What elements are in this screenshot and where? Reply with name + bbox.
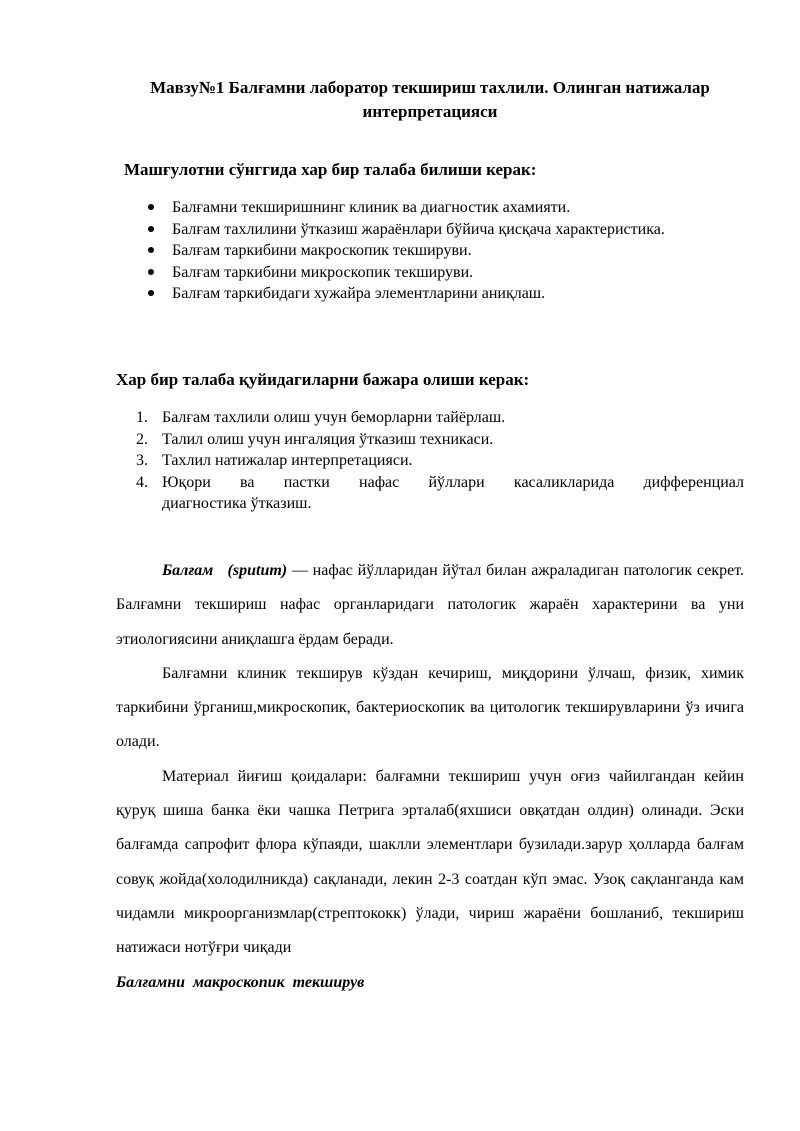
list-item-text: Балғам таркибини микроскопик текшируви. — [172, 263, 474, 281]
bullet-icon — [148, 204, 154, 210]
list-item — [172, 219, 712, 241]
list-number: 2. — [136, 430, 148, 448]
list-item-text: Балғам таркибини макроскопик текшируви. — [172, 242, 472, 259]
list-item — [172, 283, 712, 305]
list-item — [172, 240, 712, 262]
list-number: 1. — [136, 409, 148, 426]
bullet-icon — [148, 290, 154, 296]
paragraph-collection-rules: Материал йиғиш қоидалари: балғамни текшириш учун оғиз чайилгандан кейин қуруқ шиша банка ёки чашка Петрига эрталаб(яхшиси овқатдан олдин) олинади. Эски балғамда сапрофит флора кўпаяди, шаклли элементлари бузилади.зарур ҳолларда балғам совуқ жойда(холодилникда) сақланади, лекин 2-3 соатдан кўп эмас. Узоқ сақланганда кам чидамли микроорганизмлар(стрептококк) ўлади, чириш жараёни бошланиб, текшириш натижаси нотўғри чиқади — [116, 767, 744, 957]
term-latin: (sputum) — [227, 562, 288, 579]
list-item-text: Юқори ва пастки нафас йўллари касаликларида дифференциал — [162, 473, 744, 491]
list-item-text: Тахлил натижалар интерпретацияси. — [162, 452, 413, 469]
objectives-heading: Машғулотни сўнггида хар бир талаба билиши керак: — [124, 160, 537, 179]
list-item — [136, 407, 744, 429]
list-item-text: Балғам тахлили олиш учун беморларни тайёрлаш. — [162, 409, 506, 426]
tasks-list — [136, 407, 744, 515]
body-text — [116, 554, 744, 1000]
term-sputum: Балғам — [162, 562, 214, 579]
list-item-text: Балғам тахлилини ўтказиш жараёнлари бўйича қисқача характеристика. — [172, 220, 665, 238]
bullet-icon — [148, 226, 154, 232]
list-number: 3. — [136, 452, 148, 469]
tasks-heading: Хар бир талаба қуйидагиларни бажара олиши керак: — [116, 370, 530, 389]
list-item-text: Балғамни текширишнинг клиник ва диагностик ахамияти. — [172, 199, 571, 216]
objectives-list — [172, 197, 712, 305]
list-item-text: Балғам таркибидаги хужайра элементларини аниқлаш. — [172, 285, 546, 302]
list-number: 4. — [136, 473, 148, 491]
bullet-icon — [148, 269, 154, 275]
bullet-icon — [148, 247, 154, 253]
paragraph-sputum-definition — [116, 554, 744, 657]
list-item-text: Талил олиш учун ингаляция ўтказиш техникаси. — [162, 430, 494, 448]
list-item — [172, 197, 712, 219]
definition-text: — нафас йўлларидан йўтал билан ажраладиган патологик секрет. Балғамни текшириш нафас органларидаги патологик жараён характерини ва уни этиологиясини аниқлашга ёрдам беради. — [116, 562, 744, 648]
list-item — [136, 429, 744, 451]
list-item — [136, 450, 744, 472]
list-item-text-continued: диагностика ўтказиш. — [162, 495, 312, 512]
macroscopic-heading: Балғамни макроскопик текширув — [116, 973, 365, 991]
list-item — [172, 262, 712, 284]
document-title: Мавзу№1 Балғамни лаборатор текшириш тахлили. Олинган натижалар интерпретацияси — [150, 78, 710, 121]
list-item — [136, 472, 744, 515]
paragraph-clinical-exam: Балғамни клиник текширув кўздан кечириш, миқдорини ўлчаш, физик, химик таркибини ўрганиш,микроскопик, бактериоскопик ва цитологик текширувларини ўз ичига олади. — [116, 664, 744, 751]
